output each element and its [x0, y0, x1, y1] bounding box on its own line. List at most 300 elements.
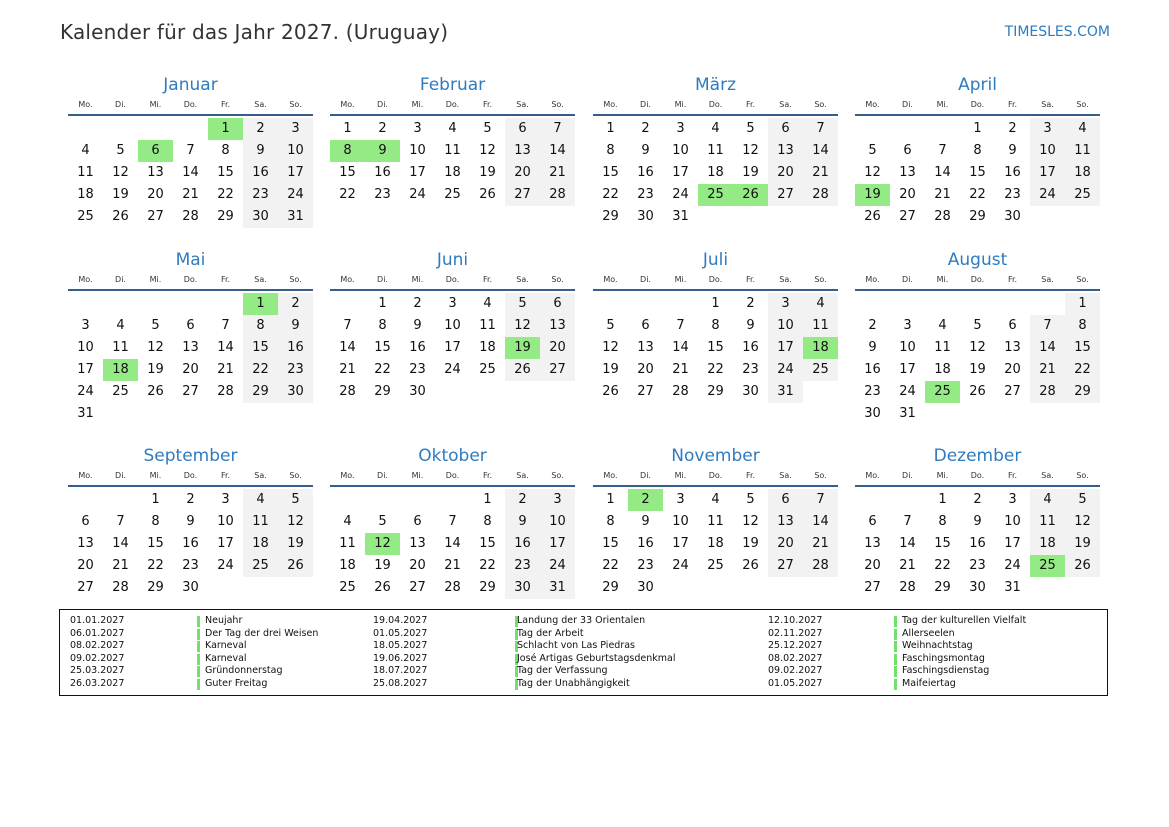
day-cell: 28 — [112, 580, 129, 595]
day-cell: 6 — [186, 318, 195, 333]
day-cell: 16 — [243, 162, 278, 184]
weekday-header — [855, 273, 1100, 291]
holiday-date: 06.01.2027 — [70, 627, 125, 639]
weekday-label: Mo. — [340, 471, 355, 480]
day-cell: 12 — [742, 514, 759, 529]
month-name: Januar — [163, 75, 218, 95]
day-cell: 29 — [1065, 381, 1100, 403]
month-name: August — [947, 250, 1008, 270]
holiday-date: 08.02.2027 — [768, 652, 823, 664]
weekday-label: Di. — [902, 471, 913, 480]
day-cell: 4 — [1030, 489, 1065, 511]
empty-day-cell — [925, 118, 960, 140]
day-cell: 17 — [540, 533, 575, 555]
day-cell: 17 — [768, 337, 803, 359]
day-cell: 17 — [1030, 162, 1065, 184]
day-cell: 9 — [746, 318, 755, 333]
day-cell: 11 — [1030, 511, 1065, 533]
day-cell: 23 — [1004, 187, 1021, 202]
weekday-header — [330, 98, 575, 116]
day-cell: 31 — [540, 577, 575, 599]
weekday-header — [330, 273, 575, 291]
day-cell: 24 — [444, 362, 461, 377]
day-cell: 23 — [409, 362, 426, 377]
day-cell: 11 — [1065, 140, 1100, 162]
day-cell: 17 — [409, 165, 426, 180]
weekday-header — [593, 469, 838, 487]
holiday-legend — [59, 609, 1108, 696]
weekday-label: Sa. — [1041, 100, 1054, 109]
day-cell: 27 — [768, 555, 803, 577]
day-cell: 26 — [374, 580, 391, 595]
weekday-header — [68, 469, 313, 487]
holiday-name: Weihnachtstag — [902, 640, 973, 652]
day-cell: 6 — [540, 293, 575, 315]
holiday-day-cell: 1 — [208, 118, 243, 140]
day-cell: 20 — [409, 558, 426, 573]
day-cell: 3 — [1008, 492, 1017, 507]
day-cell: 25 — [707, 558, 724, 573]
month-name: Dezember — [933, 446, 1022, 466]
day-cell: 14 — [672, 340, 689, 355]
day-cell: 23 — [374, 187, 391, 202]
weekday-header — [855, 469, 1100, 487]
day-cell: 16 — [374, 165, 391, 180]
holiday-marker — [894, 666, 897, 677]
day-cell: 28 — [540, 184, 575, 206]
weekday-label: Di. — [377, 100, 388, 109]
month-block — [68, 249, 313, 425]
empty-day-cell — [103, 118, 138, 140]
day-cell: 21 — [217, 362, 234, 377]
day-cell: 16 — [969, 536, 986, 551]
empty-day-cell — [628, 293, 663, 315]
weekday-label: Do. — [183, 100, 198, 109]
empty-day-cell — [890, 293, 925, 315]
day-cell: 3 — [221, 492, 230, 507]
day-cell: 20 — [1004, 362, 1021, 377]
day-cell: 27 — [77, 580, 94, 595]
day-cell: 3 — [81, 318, 90, 333]
weekday-label: Fr. — [1007, 471, 1018, 480]
weekday-label: Do. — [970, 471, 985, 480]
day-cell: 17 — [899, 362, 916, 377]
weekday-label: So. — [814, 471, 827, 480]
day-cell: 16 — [1004, 165, 1021, 180]
month-name: Juli — [702, 250, 729, 270]
day-cell: 23 — [182, 558, 199, 573]
day-cell: 6 — [1008, 318, 1017, 333]
weekday-header — [330, 469, 575, 487]
day-cell: 7 — [540, 118, 575, 140]
holiday-date: 12.10.2027 — [768, 615, 823, 626]
day-cell: 5 — [973, 318, 982, 333]
month-block — [68, 74, 313, 228]
day-cell: 1 — [938, 492, 947, 507]
days-grid — [68, 489, 313, 599]
weekday-label: Mi. — [411, 100, 424, 109]
weekday-label: So. — [1076, 471, 1089, 480]
month-name: November — [671, 446, 760, 466]
day-cell: 20 — [505, 162, 540, 184]
month-block — [855, 249, 1100, 425]
day-cell: 31 — [899, 406, 916, 421]
day-cell: 31 — [77, 406, 94, 421]
day-cell: 22 — [479, 558, 496, 573]
day-cell: 3 — [676, 492, 685, 507]
weekday-label: Di. — [115, 471, 126, 480]
weekday-header — [68, 273, 313, 291]
day-cell: 13 — [768, 140, 803, 162]
holiday-day-cell: 6 — [138, 140, 173, 162]
day-cell: 9 — [243, 140, 278, 162]
days-grid — [330, 293, 575, 403]
day-cell: 17 — [1004, 536, 1021, 551]
day-cell: 8 — [711, 318, 720, 333]
day-cell: 23 — [505, 555, 540, 577]
page-title: Kalender für das Jahr 2027. (Uruguay) — [60, 20, 449, 44]
day-cell: 22 — [602, 558, 619, 573]
day-cell: 23 — [278, 359, 313, 381]
day-cell: 22 — [707, 362, 724, 377]
site-link[interactable]: TIMESLES.COM — [1004, 24, 1110, 40]
weekday-header — [855, 98, 1100, 116]
weekday-label: Di. — [902, 275, 913, 284]
day-cell: 12 — [112, 165, 129, 180]
holiday-marker — [894, 616, 897, 627]
day-cell: 28 — [1030, 381, 1065, 403]
day-cell: 9 — [1008, 143, 1017, 158]
day-cell: 14 — [217, 340, 234, 355]
day-cell: 24 — [77, 384, 94, 399]
day-cell: 29 — [934, 580, 951, 595]
day-cell: 30 — [637, 580, 654, 595]
empty-day-cell — [855, 489, 890, 511]
empty-day-cell — [68, 489, 103, 511]
empty-day-cell — [663, 293, 698, 315]
day-cell: 14 — [444, 536, 461, 551]
day-cell: 15 — [1065, 337, 1100, 359]
holiday-name: Schlacht von Las Piedras — [517, 640, 635, 652]
day-cell: 24 — [899, 384, 916, 399]
day-cell: 10 — [1030, 140, 1065, 162]
day-cell: 3 — [278, 118, 313, 140]
day-cell: 4 — [711, 121, 720, 136]
day-cell: 8 — [1065, 315, 1100, 337]
holiday-date: 01.01.2027 — [70, 615, 125, 626]
month-block — [855, 74, 1100, 228]
day-cell: 8 — [378, 318, 387, 333]
month-name: Februar — [419, 75, 486, 95]
day-cell: 11 — [707, 143, 724, 158]
day-cell: 24 — [672, 187, 689, 202]
month-block — [855, 445, 1100, 599]
day-cell: 8 — [606, 143, 615, 158]
empty-day-cell — [68, 293, 103, 315]
day-cell: 27 — [637, 384, 654, 399]
day-cell: 16 — [637, 536, 654, 551]
day-cell: 30 — [864, 406, 881, 421]
day-cell: 10 — [672, 514, 689, 529]
weekday-label: Mi. — [936, 275, 949, 284]
day-cell: 11 — [479, 318, 496, 333]
weekday-label: Fr. — [1007, 275, 1018, 284]
weekday-label: Mo. — [78, 100, 93, 109]
empty-day-cell — [138, 293, 173, 315]
empty-day-cell — [855, 118, 890, 140]
weekday-label: Mo. — [78, 471, 93, 480]
day-cell: 27 — [540, 359, 575, 381]
day-cell: 11 — [112, 340, 129, 355]
day-cell: 23 — [742, 362, 759, 377]
month-block — [593, 74, 838, 228]
holiday-marker — [197, 616, 200, 627]
day-cell: 13 — [182, 340, 199, 355]
day-cell: 8 — [938, 514, 947, 529]
day-cell: 6 — [868, 514, 877, 529]
holiday-marker — [894, 679, 897, 690]
holiday-date: 09.02.2027 — [70, 652, 125, 664]
day-cell: 26 — [1065, 555, 1100, 577]
weekday-label: Sa. — [254, 100, 267, 109]
day-cell: 1 — [1065, 293, 1100, 315]
days-grid — [593, 293, 838, 403]
day-cell: 15 — [147, 536, 164, 551]
day-cell: 8 — [606, 514, 615, 529]
weekday-label: Fr. — [482, 471, 493, 480]
weekday-label: So. — [814, 275, 827, 284]
day-cell: 7 — [116, 514, 125, 529]
weekday-label: Mi. — [149, 100, 162, 109]
day-cell: 16 — [278, 337, 313, 359]
month-block — [68, 445, 313, 599]
empty-day-cell — [960, 293, 995, 315]
holiday-name: Tag der Verfassung — [517, 665, 608, 677]
holiday-name: Karneval — [205, 640, 247, 652]
weekday-label: Mi. — [149, 471, 162, 480]
month-block — [593, 249, 838, 403]
day-cell: 26 — [864, 209, 881, 224]
weekday-label: So. — [1076, 100, 1089, 109]
holiday-name: Faschingsdienstag — [902, 665, 990, 677]
empty-day-cell — [400, 489, 435, 511]
day-cell: 20 — [77, 558, 94, 573]
weekday-label: Mi. — [674, 275, 687, 284]
day-cell: 15 — [374, 340, 391, 355]
holiday-marker — [197, 641, 200, 652]
month-name: Juni — [436, 250, 469, 270]
empty-day-cell — [890, 118, 925, 140]
day-cell: 22 — [243, 359, 278, 381]
weekday-label: Fr. — [220, 275, 231, 284]
holiday-name: Tag der kulturellen Vielfalt — [902, 615, 1027, 626]
day-cell: 28 — [339, 384, 356, 399]
day-cell: 10 — [1004, 514, 1021, 529]
day-cell: 30 — [1004, 209, 1021, 224]
day-cell: 31 — [1004, 580, 1021, 595]
day-cell: 6 — [413, 514, 422, 529]
day-cell: 30 — [742, 384, 759, 399]
weekday-label: Mo. — [340, 100, 355, 109]
day-cell: 4 — [243, 489, 278, 511]
day-cell: 30 — [278, 381, 313, 403]
day-cell: 18 — [243, 533, 278, 555]
month-block — [330, 74, 575, 206]
day-cell: 9 — [186, 514, 195, 529]
day-cell: 15 — [602, 536, 619, 551]
weekday-label: Fr. — [745, 100, 756, 109]
day-cell: 12 — [278, 511, 313, 533]
day-cell: 20 — [147, 187, 164, 202]
day-cell: 9 — [641, 514, 650, 529]
days-grid — [593, 118, 838, 228]
day-cell: 14 — [1030, 337, 1065, 359]
day-cell: 8 — [973, 143, 982, 158]
holiday-date: 25.12.2027 — [768, 640, 823, 652]
day-cell: 28 — [899, 580, 916, 595]
day-cell: 1 — [606, 492, 615, 507]
day-cell: 13 — [409, 536, 426, 551]
day-cell: 18 — [339, 558, 356, 573]
day-cell: 7 — [1030, 315, 1065, 337]
holiday-name: Guter Freitag — [205, 677, 268, 689]
weekday-label: Mi. — [411, 471, 424, 480]
weekday-label: So. — [814, 100, 827, 109]
day-cell: 26 — [147, 384, 164, 399]
holiday-name: Tag der Arbeit — [517, 627, 584, 639]
day-cell: 4 — [803, 293, 838, 315]
days-grid — [855, 489, 1100, 599]
day-cell: 17 — [672, 536, 689, 551]
day-cell: 14 — [803, 140, 838, 162]
day-cell: 22 — [339, 187, 356, 202]
weekday-label: Mi. — [936, 471, 949, 480]
weekday-label: Mi. — [674, 100, 687, 109]
day-cell: 5 — [378, 514, 387, 529]
day-cell: 5 — [1065, 489, 1100, 511]
day-cell: 1 — [483, 492, 492, 507]
day-cell: 25 — [112, 384, 129, 399]
day-cell: 16 — [409, 340, 426, 355]
holiday-marker — [894, 641, 897, 652]
holiday-name: Gründonnerstag — [205, 665, 283, 677]
day-cell: 22 — [1065, 359, 1100, 381]
day-cell: 15 — [707, 340, 724, 355]
weekday-label: Mo. — [865, 100, 880, 109]
weekday-label: Do. — [708, 471, 723, 480]
day-cell: 2 — [868, 318, 877, 333]
day-cell: 20 — [864, 558, 881, 573]
day-cell: 1 — [711, 296, 720, 311]
weekday-label: Sa. — [1041, 471, 1054, 480]
holiday-name: Maifeiertag — [902, 677, 956, 689]
day-cell: 22 — [217, 187, 234, 202]
weekday-label: Fr. — [220, 471, 231, 480]
weekday-label: Do. — [445, 471, 460, 480]
day-cell: 20 — [182, 362, 199, 377]
day-cell: 2 — [378, 121, 387, 136]
weekday-label: Di. — [377, 471, 388, 480]
holiday-name: Allerseelen — [902, 627, 955, 639]
day-cell: 30 — [243, 206, 278, 228]
empty-day-cell — [435, 489, 470, 511]
day-cell: 26 — [278, 555, 313, 577]
day-cell: 8 — [483, 514, 492, 529]
day-cell: 7 — [938, 143, 947, 158]
day-cell: 17 — [278, 162, 313, 184]
weekday-label: Di. — [115, 100, 126, 109]
weekday-label: Mi. — [674, 471, 687, 480]
empty-day-cell — [330, 489, 365, 511]
weekday-label: Do. — [708, 100, 723, 109]
day-cell: 13 — [77, 536, 94, 551]
day-cell: 20 — [768, 533, 803, 555]
day-cell: 1 — [343, 121, 352, 136]
day-cell: 10 — [217, 514, 234, 529]
day-cell: 22 — [374, 362, 391, 377]
day-cell: 29 — [243, 381, 278, 403]
day-cell: 28 — [182, 209, 199, 224]
weekday-label: Sa. — [779, 471, 792, 480]
weekday-label: Sa. — [254, 275, 267, 284]
holiday-marker — [197, 666, 200, 677]
day-cell: 17 — [672, 165, 689, 180]
holiday-name: Der Tag der drei Weisen — [205, 627, 319, 639]
day-cell: 13 — [505, 140, 540, 162]
weekday-header — [68, 98, 313, 116]
holiday-name: José Artigas Geburtstagsdenkmal — [517, 652, 676, 664]
day-cell: 13 — [637, 340, 654, 355]
day-cell: 5 — [868, 143, 877, 158]
day-cell: 2 — [746, 296, 755, 311]
month-block — [593, 445, 838, 599]
day-cell: 24 — [540, 555, 575, 577]
holiday-day-cell: 19 — [855, 184, 890, 206]
day-cell: 15 — [969, 165, 986, 180]
day-cell: 10 — [278, 140, 313, 162]
weekday-label: Sa. — [779, 100, 792, 109]
day-cell: 27 — [1004, 384, 1021, 399]
day-cell: 21 — [899, 558, 916, 573]
day-cell: 25 — [444, 187, 461, 202]
day-cell: 18 — [707, 165, 724, 180]
weekday-label: So. — [289, 471, 302, 480]
day-cell: 3 — [540, 489, 575, 511]
day-cell: 19 — [602, 362, 619, 377]
day-cell: 25 — [803, 359, 838, 381]
day-cell: 13 — [540, 315, 575, 337]
day-cell: 24 — [217, 558, 234, 573]
holiday-day-cell: 2 — [628, 489, 663, 511]
holiday-date: 18.05.2027 — [373, 640, 428, 652]
day-cell: 14 — [112, 536, 129, 551]
holiday-name: Faschingsmontag — [902, 652, 985, 664]
weekday-label: Do. — [445, 275, 460, 284]
day-cell: 25 — [77, 209, 94, 224]
day-cell: 12 — [969, 340, 986, 355]
day-cell: 18 — [1065, 162, 1100, 184]
empty-day-cell — [925, 293, 960, 315]
day-cell: 19 — [112, 187, 129, 202]
day-cell: 1 — [378, 296, 387, 311]
day-cell: 7 — [448, 514, 457, 529]
holiday-date: 19.04.2027 — [373, 615, 428, 626]
day-cell: 12 — [505, 315, 540, 337]
day-cell: 19 — [147, 362, 164, 377]
holiday-date: 25.08.2027 — [373, 677, 428, 689]
day-cell: 21 — [444, 558, 461, 573]
day-cell: 27 — [505, 184, 540, 206]
